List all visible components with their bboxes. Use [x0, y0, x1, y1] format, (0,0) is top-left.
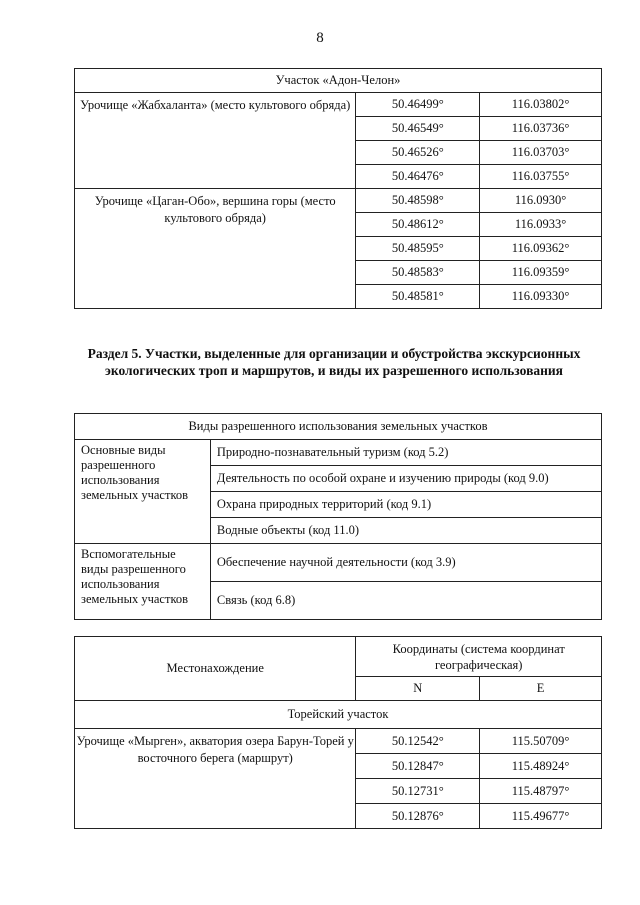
longitude-cell: 116.09330° [480, 285, 602, 309]
latitude-cell: 50.46499° [356, 93, 480, 117]
table-header: Участок «Адон-Челон» [75, 69, 602, 93]
longitude-cell: 116.09362° [480, 237, 602, 261]
main-uses-label: Основные виды разрешенного использования земельных участков [75, 440, 211, 544]
use-item: Деятельность по особой охране и изучению природы (код 9.0) [210, 466, 601, 492]
torey-coordinates-table [74, 636, 602, 829]
use-item: Природно-познавательный туризм (код 5.2) [210, 440, 601, 466]
latitude-cell: 50.48581° [356, 285, 480, 309]
longitude-cell: 115.48797° [480, 779, 602, 804]
longitude-cell: 115.50709° [480, 729, 602, 754]
use-item: Обеспечение научной деятельности (код 3.9) [210, 544, 601, 582]
longitude-cell: 116.0933° [480, 213, 602, 237]
longitude-cell: 115.49677° [480, 804, 602, 829]
section-heading: Раздел 5. Участки, выделенные для организации и обустройства экскурсионных экологических троп и маршрутов, и виды их разрешенного использования [87, 346, 581, 378]
permitted-use-table [74, 413, 602, 620]
use-item: Охрана природных территорий (код 9.1) [210, 492, 601, 518]
n-column-header: N [356, 677, 480, 701]
longitude-cell: 115.48924° [480, 754, 602, 779]
adon-chelon-coordinates-table [74, 68, 602, 309]
table-header: Виды разрешенного использования земельных участков [75, 414, 602, 440]
use-item: Водные объекты (код 11.0) [210, 518, 601, 544]
table-row [75, 93, 602, 117]
latitude-cell: 50.12731° [356, 779, 480, 804]
latitude-cell: 50.48595° [356, 237, 480, 261]
location-cell: Урочище «Цаган-Обо», вершина горы (место культового обряда) [75, 189, 356, 309]
latitude-cell: 50.12542° [356, 729, 480, 754]
longitude-cell: 116.03755° [480, 165, 602, 189]
page-number: 8 [316, 30, 324, 46]
latitude-cell: 50.46549° [356, 117, 480, 141]
longitude-cell: 116.09359° [480, 261, 602, 285]
use-item: Связь (код 6.8) [210, 582, 601, 620]
longitude-cell: 116.03802° [480, 93, 602, 117]
table-row [75, 189, 602, 213]
table-row [75, 729, 602, 754]
latitude-cell: 50.48612° [356, 213, 480, 237]
coordinates-column-header: Координаты (система координат географическая) [356, 637, 602, 677]
latitude-cell: 50.12876° [356, 804, 480, 829]
auxiliary-uses-label: Вспомогательные виды разрешенного использования земельных участков [75, 544, 211, 620]
latitude-cell: 50.46526° [356, 141, 480, 165]
latitude-cell: 50.48598° [356, 189, 480, 213]
section-row: Торейский участок [75, 701, 602, 729]
location-column-header: Местонахождение [75, 637, 356, 701]
longitude-cell: 116.03703° [480, 141, 602, 165]
longitude-cell: 116.0930° [480, 189, 602, 213]
location-cell: Урочище «Мырген», акватория озера Барун-Торей у восточного берега (маршрут) [75, 729, 356, 829]
latitude-cell: 50.12847° [356, 754, 480, 779]
e-column-header: E [480, 677, 602, 701]
longitude-cell: 116.03736° [480, 117, 602, 141]
latitude-cell: 50.48583° [356, 261, 480, 285]
location-cell: Урочище «Жабхаланта» (место культового обряда) [75, 93, 356, 189]
latitude-cell: 50.46476° [356, 165, 480, 189]
